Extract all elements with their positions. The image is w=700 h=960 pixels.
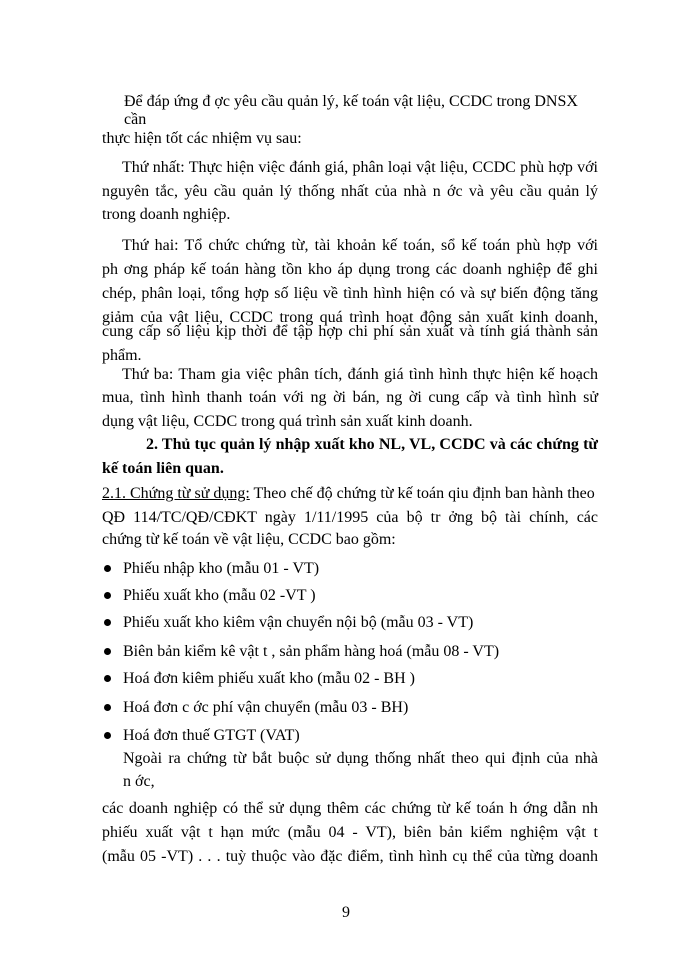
section-heading-line2: kế toán liên quan.: [102, 460, 224, 477]
page-number: 9: [342, 904, 350, 921]
para3-line2: ph ơng pháp kế toán hàng tồn kho áp dụng trong các doanh nghiệp để ghi: [102, 261, 598, 278]
list-item: Hoá đơn c ớc phí vận chuyển (mẫu 03 - BH): [123, 699, 409, 716]
para1-line3: thực hiện tốt các nhiệm vụ sau:: [102, 130, 302, 147]
para2-line3: trong doanh nghiệp.: [102, 206, 231, 223]
bullet-dot: [104, 648, 111, 655]
bullet-dot: [104, 675, 111, 682]
list-item: Phiếu nhập kho (mẫu 01 - VT): [123, 560, 320, 577]
para4-line3: dụng vật liệu, CCDC trong quá trình sản xuất kinh doanh.: [102, 413, 473, 430]
para3-line6: phẩm.: [102, 347, 142, 364]
list-item: Hoá đơn kiêm phiếu xuất kho (mẫu 02 - BH ): [123, 670, 415, 687]
para5-line1: [102, 484, 598, 504]
list-item: Hoá đơn thuế GTGT (VAT): [123, 727, 300, 744]
para6-line3: các doanh nghiệp có thể sử dụng thêm các chứng từ kế toán h ớng dẫn nh: [102, 800, 598, 817]
para1-line1: Để đáp ứng đ ợc yêu cầu quản lý, kế toán vật liệu, CCDC trong DNSX: [124, 93, 578, 110]
para6-line4: phiếu xuất vật t hạn mức (mẫu 04 - VT), biên bản kiểm nghiệm vật t: [102, 824, 598, 841]
para5-line3: chứng từ kế toán về vật liệu, CCDC bao gồm:: [102, 531, 396, 548]
para3-line4: giảm của vật liệu, CCDC trong quá trình hoạt động sản xuất kinh doanh,: [102, 309, 598, 326]
para3-line5: cung cấp số liệu kịp thời để tập hợp chi phí sản xuất và tính giá thành sản: [102, 323, 598, 340]
para4-line2: mua, tình hình thanh toán với ng ời bán, ng ời cung cấp và tình hình sử: [102, 389, 598, 406]
bullet-dot: [104, 704, 111, 711]
bullet-dot: [104, 732, 111, 739]
para6-line2: n ớc,: [123, 773, 155, 790]
para4-line1: Thứ ba: Tham gia việc phân tích, đánh giá tình hình thực hiện kế hoạch: [122, 366, 598, 383]
bullet-dot: [104, 619, 111, 626]
list-item: Phiếu xuất kho (mẫu 02 -VT ): [123, 587, 316, 604]
subsection-label: 2.1. Chứng từ sử dụng:: [102, 485, 250, 502]
para6-line1: Ngoài ra chứng từ bắt buộc sử dụng thống nhất theo qui định của nhà: [123, 750, 598, 767]
list-item: Phiếu xuất kho kiêm vận chuyển nội bộ (mẫu 03 - VT): [123, 614, 474, 631]
para5-line2: QĐ 114/TC/QĐ/CĐKT ngày 1/11/1995 của bộ tr ởng bộ tài chính, các: [102, 509, 598, 526]
bullet-dot: [104, 565, 111, 572]
para3-line1: Thứ hai: Tổ chức chứng từ, tài khoản kế toán, sổ kế toán phù hợp với: [122, 237, 598, 254]
para2-line1: Thứ nhất: Thực hiện việc đánh giá, phân loại vật liệu, CCDC phù hợp với: [122, 159, 598, 176]
bullet-dot: [104, 592, 111, 599]
para6-line5: (mẫu 05 -VT) . . . tuỳ thuộc vào đặc điểm, tình hình cụ thể của từng doanh: [102, 848, 598, 865]
para1-line2: cần: [124, 111, 147, 128]
para2-line2: nguyên tắc, yêu cầu quản lý thống nhất của nhà n ớc và yêu cầu quản lý: [102, 183, 598, 200]
para3-line3: chép, phân loại, tổng hợp số liệu về tình hình hiện có và sự biến động tăng: [102, 285, 598, 302]
list-item: Biên bản kiểm kê vật t , sản phẩm hàng hoá (mẫu 08 - VT): [123, 643, 500, 660]
para5-line1-text: Theo chế độ chứng từ kế toán qiu định ban hành theo: [249, 485, 595, 502]
section-heading-line1: 2. Thủ tục quản lý nhập xuất kho NL, VL, CCDC và các chứng từ: [146, 436, 598, 453]
